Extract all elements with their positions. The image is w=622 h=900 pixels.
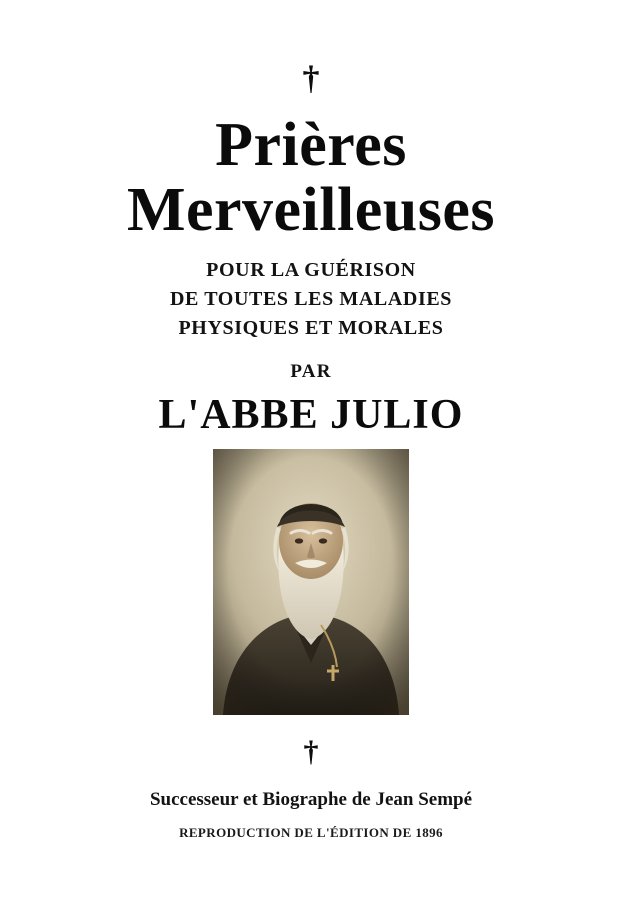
cross-icon-bottom: † — [303, 735, 319, 769]
by-label: PAR — [290, 361, 332, 383]
portrait-photo — [213, 449, 409, 715]
reproduction-line: REPRODUCTION DE L'ÉDITION DE 1896 — [179, 825, 443, 841]
cross-icon-top: † — [302, 60, 320, 97]
subtitle-line-2: DE TOUTES LES MALADIES — [170, 288, 452, 311]
subtitle-block — [170, 256, 452, 343]
page-title-line-1: Prières — [215, 111, 407, 179]
subtitle-line-3: PHYSIQUES ET MORALES — [178, 317, 444, 340]
subtitle-line-1: POUR LA GUÉRISON — [206, 259, 416, 282]
page-title-line-2: Merveilleuses — [126, 176, 496, 245]
successor-line: Successeur et Biographe de Jean Sempé — [149, 789, 473, 811]
author-name: L'ABBE JULIO — [158, 392, 464, 439]
